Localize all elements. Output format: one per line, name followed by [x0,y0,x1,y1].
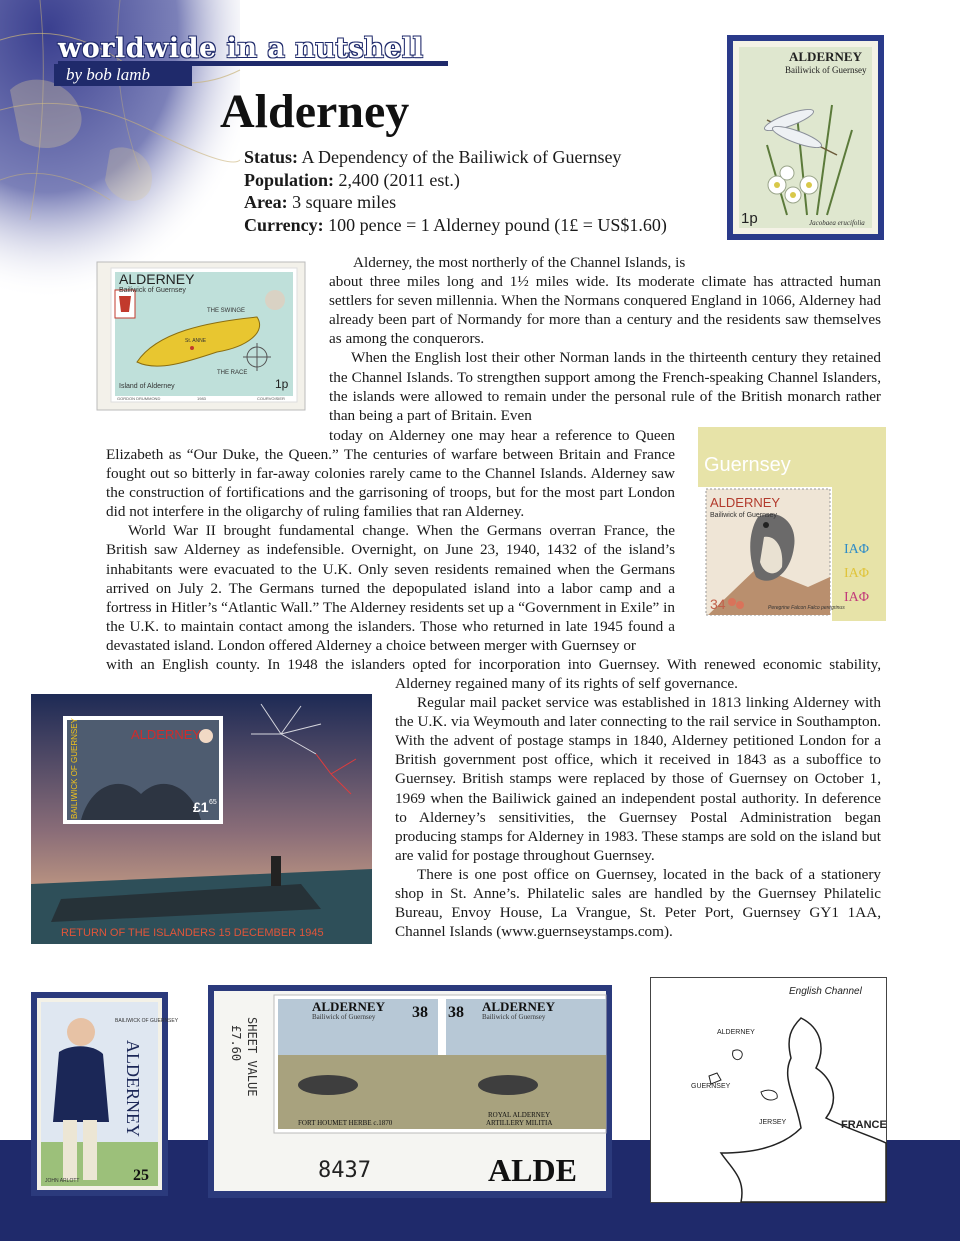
souvenir-sheet [31,694,372,944]
fact-area: Area: 3 square miles [244,192,397,212]
channel-islands-map [650,977,887,1203]
article-line [106,655,881,674]
fact-status: Status: A Dependency of the Bailiwick of Guernsey [244,147,622,167]
sheet-value-label: SHEET VALUE [245,1017,259,1097]
paragraph: When the English lost their other Norman lands in the thirteenth century they retained the Channel Islands. To strengthen support among the French-speaking Channel Islanders, the islands were allowed to remain under the personal rule of the British monarch rather than being a part of Britain. Even [329,349,881,424]
paragraph: World War II brought fundamental change. When the Germans overran France, the British saw Alderney as indefensible. Overnight, on June 23, 1940, 1432 of the island’s inhabitants were evacuated to the U.K. Only seven residents remained when the Germans arrived on July 2. The Germans turned the depopulated island into a labor camp and a fortress in Hitler’s “Atlantic Wall.” The Alderney residents set up a “Government in Exile” in the U.K. to maintain contact among the islanders. Those who returned in late 1945 found a devastated island. London offered Alderney a choice between merger with Guernsey or [106,522,675,654]
stamp-pair [208,985,612,1198]
margin-code-magenta: IAΦ [844,590,870,605]
stamp-country: ALDERNEY [710,495,781,510]
fact-currency: Currency: 100 pence = 1 Alderney pound (1£ = US$1.60) [244,214,667,235]
facts-box [244,146,667,236]
paragraph-line: with an English county. In 1948 the islanders opted for incorporation into Guernsey. With renewed economic stability, [106,656,881,673]
stamp-value-sup: 65 [209,799,217,806]
stamp-sub: Bailiwick of Guernsey [119,287,186,294]
article-line [329,426,675,445]
stamp-country: ALDERNEY [789,49,862,64]
caption-left: FORT HOUMET HERBE c.1870 [298,1119,393,1127]
margin-code-cyan: IAΦ [844,542,870,557]
sheet-number: 8437 [318,1158,371,1183]
credit-year: 1983 [197,396,206,401]
stamp-caption: JOHN ARLOTT [45,1178,80,1184]
stamp-caption: Jacobaea erucifolia [809,219,865,227]
paragraph: Alderney, the most northerly of the Channel Islands, is [353,254,686,271]
stamp-arlott [31,992,179,1196]
stamp-sub: Bailiwick of Guernsey [785,65,867,75]
stamp-value-right: 38 [448,1004,464,1021]
stamp-sub: BAILIWICK OF GUERNSEY [115,1018,179,1024]
stamp-country-left: ALDERNEY [312,999,385,1014]
label-island: Island of Alderney [119,383,175,390]
stamp-island-map [97,262,305,410]
credit-left: GORDON DRUMMOND [117,396,161,401]
stamp-country: ALDERNEY [131,727,202,742]
stamp-side-text: BAILIWICK OF GUERNSEY [70,718,79,819]
credit-right: COURVOISIER [257,396,285,401]
stamp-country-right: ALDERNEY [482,999,555,1014]
caption-right-2: ARTILLERY MILITIA [486,1119,553,1127]
article-block-2 [106,445,675,655]
map-title: English Channel [789,986,862,997]
sheet-partial-text: ALDE [488,1152,577,1188]
fact-population: Population: 2,400 (2011 est.) [244,169,460,190]
stamp-value: 25 [133,1167,149,1184]
sheet-caption: RETURN OF THE ISLANDERS 15 DECEMBER 1945 [61,927,324,939]
map-label-alderney: ALDERNEY [717,1029,755,1036]
page-title: Alderney [220,85,410,138]
stamp-sub-left: Bailiwick of Guernsey [312,1013,376,1021]
stamp-value: 34 [710,596,726,612]
stamp-sub: Bailiwick of Guernsey [710,512,777,519]
paragraph: Regular mail packet service was established in 1813 linking Alderney with the U.K. via Weymouth and later connecting to the rail service in Southampton. With the advent of postage stamps in 1840, Alderney petitioned London for a British government post office, which it received in 1843 as a suboffice to Guernsey. British stamps were replaced by those of Guernsey on October 1, 1969 when the Bailiwick gained an independent postal authority. In deference to Alderney’s sensitivities, the Guernsey Postal Administration began producing stamps for Alderney in 1983. These stamps are sold on the island but are valid for postage throughout Guernsey. [395,694,881,864]
stamp-value: 1p [741,210,758,227]
series-title: worldwide in a nutshell [58,34,448,66]
stamp-caption: Peregrine Falcon Falco peregrinus [768,605,845,611]
margin-title: Guernsey [704,454,791,476]
caption-right-1: ROYAL ALDERNEY [488,1111,551,1119]
paragraph: Alderney regained many of its rights of self governance. [395,675,738,692]
map-label-guernsey: GUERNSEY [691,1083,731,1090]
paragraph: There is one post office on Guernsey, located in the back of a stationery shop in St. Anne’s. Philatelic sales are handled by the Guernsey Philatelic Bureau, Envoy House, La Vrangue, St. Peter Port, Guernsey GY1 1AA, Channel Islands (www.guernseystamps.com). [395,865,881,941]
stamp-country: ALDERNEY [123,1040,143,1137]
byline: by bob lamb [54,64,192,86]
stamp-dragonfly [727,35,884,240]
label-town: St. ANNE [185,338,207,344]
paragraph-line: today on Alderney one may hear a reference to Queen [329,427,675,444]
map-label-jersey: JERSEY [759,1119,787,1126]
label-swinge: THE SWINGE [207,308,246,314]
map-label-france: FRANCE [841,1119,887,1131]
label-race: THE RACE [217,370,248,376]
margin-code-yellow: IAΦ [844,566,870,581]
article-block-1 [329,253,881,425]
stamp-sub-right: Bailiwick of Guernsey [482,1013,546,1021]
sheet-value-amount: £7.60 [229,1025,243,1062]
stamp-value-left: 38 [412,1004,428,1021]
paragraph: Elizabeth as “Our Duke, the Queen.” The centuries of warfare between Britain and France fought out so bitterly in far-away colonies rarely came to the Channel Islands. Alderney saw the construction of fortifications and the garrisoning of troops, but for the most part London did not interfere in the oligarchy of ruling families that ran Alderney. [106,446,675,521]
stamp-country: ALDERNEY [119,271,195,287]
stamp-value: £1 [193,799,209,815]
article-block-3 [395,674,881,941]
stamp-falcon [698,427,886,621]
stamp-value: 1p [275,377,289,391]
paragraph: about three miles long and 1½ miles wide. Its moderate climate has attracted human settlers for seven millennia. When the Normans conquered England in 1066, Alderney had already been part of Normandy for more than a century and the residents saw themselves as among the conquerors. [329,273,881,348]
